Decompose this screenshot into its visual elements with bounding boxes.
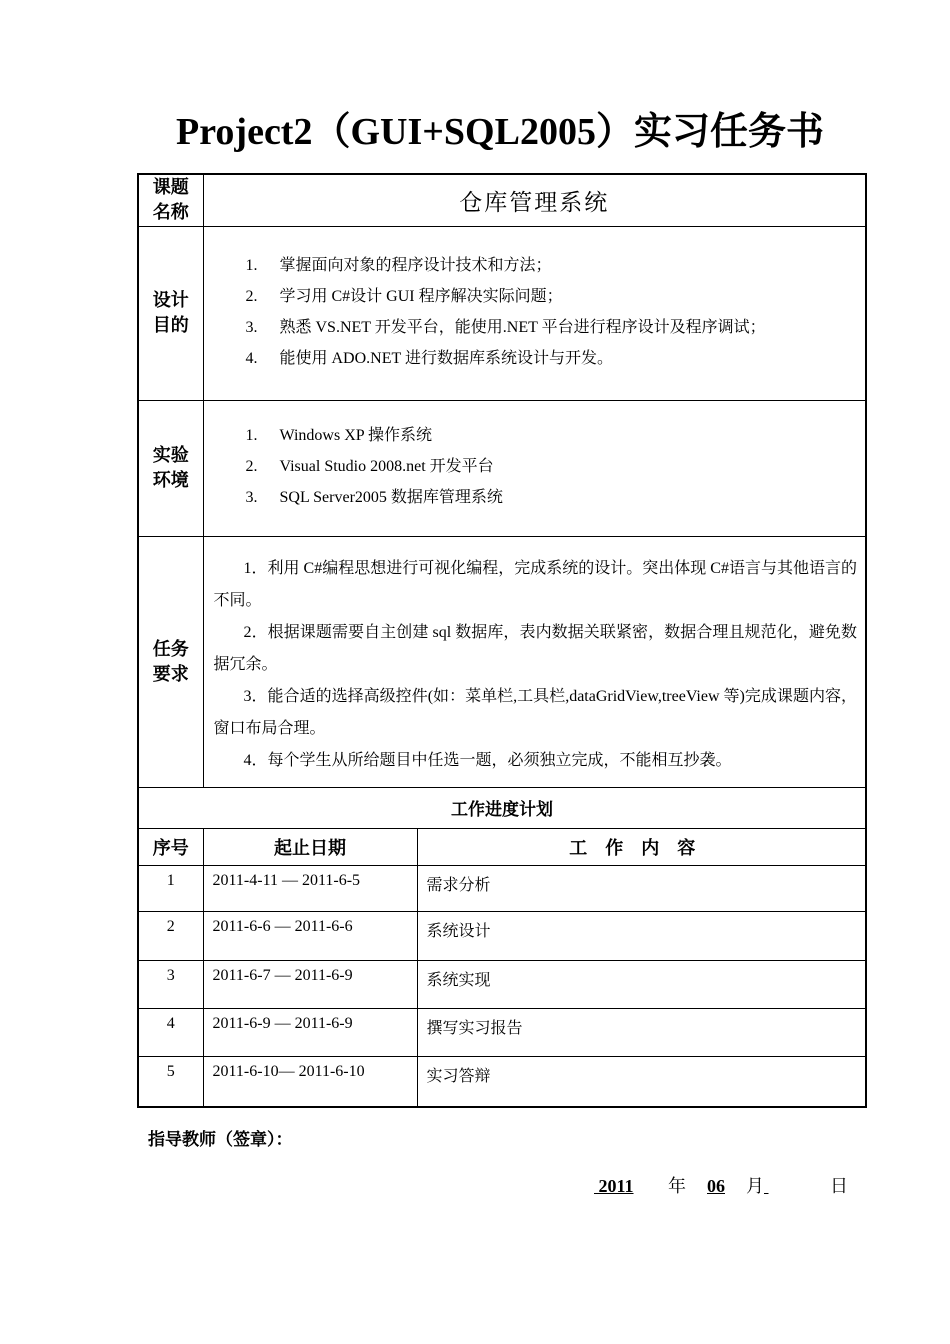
- year-label: 年: [668, 1176, 686, 1197]
- requirement-item: 2．根据课题需要自主创建 sql 数据库，表内数据关联紧密，数据合理且规范化，避免数据冗余。: [213, 623, 857, 673]
- schedule-title: 工作进度计划: [138, 787, 866, 828]
- row-date: 2011-6-10— 2011-6-10: [203, 1056, 417, 1107]
- list-item: 4. 能使用 ADO.NET 进行数据库系统设计与开发。: [245, 349, 613, 367]
- subject-row: [138, 174, 866, 226]
- row-no: 3: [138, 960, 203, 1008]
- header-content: 工作内容: [417, 828, 866, 865]
- list-item: 1. Windows XP 操作系统: [245, 426, 433, 444]
- subject-value: 仓库管理系统: [203, 174, 866, 226]
- design-goal-label: 设计 目的: [138, 226, 203, 400]
- environment-list: [204, 420, 866, 513]
- row-date: 2011-6-7 — 2011-6-9: [203, 960, 417, 1008]
- row-content: 系统实现: [417, 960, 866, 1008]
- requirements-row: [138, 536, 866, 787]
- list-item: 2. Visual Studio 2008.net 开发平台: [245, 457, 494, 475]
- table-row: [138, 911, 866, 960]
- environment-row: [138, 400, 866, 536]
- header-no: 序号: [138, 828, 203, 865]
- row-date: 2011-4-11 — 2011-6-5: [203, 865, 417, 911]
- requirement-item: 1．利用 C#编程思想进行可视化编程，完成系统的设计。突出体现 C#语言与其他语言的不同。: [213, 559, 857, 609]
- sign-date: [594, 1172, 848, 1198]
- list-item: 3. SQL Server2005 数据库管理系统: [245, 488, 503, 506]
- row-no: 4: [138, 1008, 203, 1056]
- row-no: 1: [138, 865, 203, 911]
- row-content: 需求分析: [417, 865, 866, 911]
- requirements-label: 任务 要求: [138, 536, 203, 787]
- row-no: 5: [138, 1056, 203, 1107]
- design-goal-list: [204, 250, 866, 374]
- design-goal-content: [203, 226, 866, 400]
- schedule-header-row: [138, 828, 866, 865]
- year-field: 2011: [598, 1176, 634, 1196]
- list-item: 2. 学习用 C#设计 GUI 程序解决实际问题；: [245, 287, 563, 305]
- month-field: 06: [707, 1176, 725, 1196]
- task-table: [137, 173, 867, 1108]
- row-date: 2011-6-6 — 2011-6-6: [203, 911, 417, 960]
- day-field: [764, 1176, 830, 1197]
- day-label: 日: [830, 1176, 848, 1197]
- row-content: 撰写实习报告: [417, 1008, 866, 1056]
- requirement-item: 3．能合适的选择高级控件(如：菜单栏,工具栏,dataGridView,treeView 等)完成课题内容，窗口布局合理。: [213, 687, 857, 737]
- environment-content: [203, 400, 866, 536]
- row-no: 2: [138, 911, 203, 960]
- month-label: 月: [746, 1176, 764, 1197]
- row-date: 2011-6-9 — 2011-6-9: [203, 1008, 417, 1056]
- row-content: 实习答辩: [417, 1056, 866, 1107]
- page-title: Project2（GUI+SQL2005）实习任务书: [176, 111, 824, 153]
- teacher-signature-label: 指导教师（签章）：: [148, 1130, 293, 1150]
- table-row: [138, 960, 866, 1008]
- table-row: [138, 865, 866, 911]
- list-item: 1. 掌握面向对象的程序设计技术和方法；: [245, 256, 552, 274]
- requirements-content: [203, 536, 866, 787]
- subject-label: 课题 名称: [138, 174, 203, 226]
- environment-label: 实验 环境: [138, 400, 203, 536]
- list-item: 3. 熟悉 VS.NET 开发平台，能使用.NET 平台进行程序设计及程序调试；: [245, 318, 766, 336]
- row-content: 系统设计: [417, 911, 866, 960]
- design-goal-row: [138, 226, 866, 400]
- header-date: 起止日期: [203, 828, 417, 865]
- table-row: [138, 1008, 866, 1056]
- table-row: [138, 1056, 866, 1107]
- requirement-item: 4．每个学生从所给题目中任选一题，必须独立完成，不能相互抄袭。: [243, 751, 732, 769]
- schedule-title-row: [138, 787, 866, 828]
